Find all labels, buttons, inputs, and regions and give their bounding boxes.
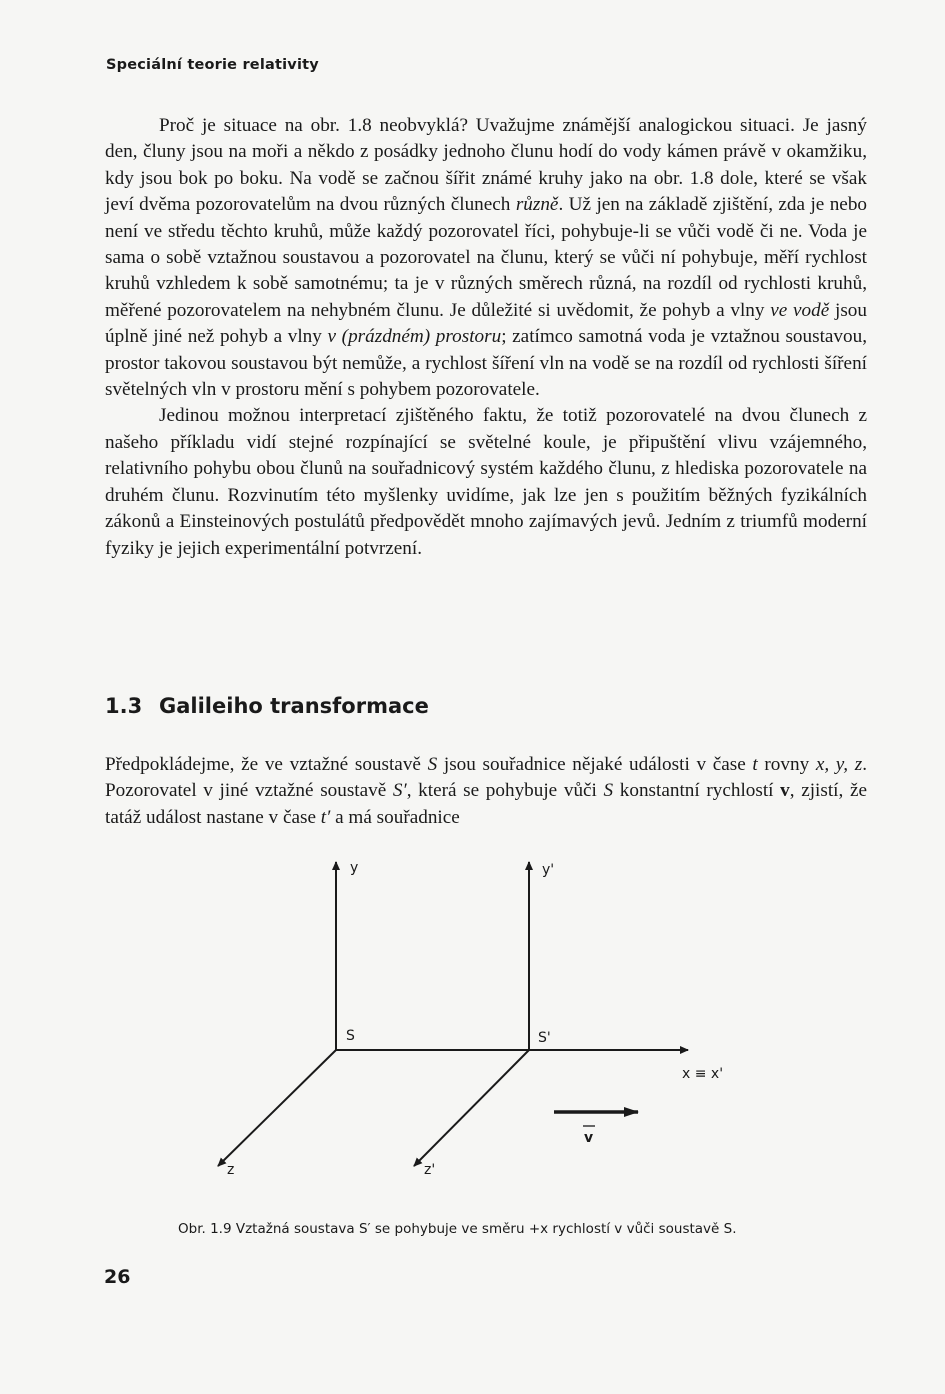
text-run: S (603, 780, 614, 802)
text-run: v (780, 780, 790, 802)
section-2-text (105, 752, 867, 831)
text-run: ; zatímco samotná voda je vztažnou soustavou, prostor takovou soustavou být nemůže, a rychlost šíření vln na vodě se na rozdíl od rychlosti šíření světelných vln v prostoru mění s pohybem pozorovatele. (105, 326, 868, 401)
text-run: Proč je situace na obr. 1.8 neobvyklá? Uvažujme známější analogickou situaci. Je jasný den, čluny jsou na moři a někdo z posádky jednoho člunu hodí do vody kámen právě v okamžiku, kdy jsou bok po boku. Na vodě se začnou šířit známé kruhy jako na obr. 1.8 dole, které se však jeví dvěma pozorovatelům na dvou různých člunech (105, 115, 867, 216)
text-run: , zjistí, že tatáž událost nastane v čase (105, 780, 867, 828)
text-run: . Pozorovatel v jiné vztažné soustavě (105, 754, 867, 802)
text-run: rovny (757, 754, 816, 775)
text-run: a má souřadnice (330, 806, 460, 828)
text-run: , která se pohybuje vůči (406, 780, 604, 802)
text-run: v (prázdném) prostoru (327, 326, 502, 348)
text-run: . Už jen na základě zjištění, zda je nebo není ve středu těchto kruhů, může každý pozorovatel říci, pohybuje-li se vůči vodě či ne. Voda je sama o sobě vztažnou soustavou a pozorovatel na člunu, který se vůči ní pohybuje, měří rychlost kruhů vzhledem k sobě samotnému; ta je v různých směrech různá, na rozdíl od rychlosti kruhů, měřené pozorovatelem na nehybném člunu. Je důležité si uvědomit, že pohyb a vlny (105, 194, 868, 321)
paragraph-galilean (105, 752, 867, 831)
page-number: 26 (104, 1266, 131, 1288)
text-run: Předpokládejme, že ve vztažné soustavě (105, 754, 428, 775)
text-run: jsou souřadnice nějaké události v čase (437, 754, 753, 775)
paragraph-boats (105, 113, 867, 403)
label-s: S (346, 1028, 355, 1044)
section-title: Galileiho transformace (159, 694, 429, 718)
s-prime-z-axis (414, 1050, 529, 1166)
s-z-axis (218, 1050, 336, 1166)
text-run: S′ (392, 780, 407, 802)
text-run: jsou úplně jiné než pohyb a vlny (105, 299, 867, 348)
figure-caption: Obr. 1.9 Vztažná soustava S′ se pohybuje ve směru +x rychlostí v vůči soustavě S. (178, 1221, 737, 1237)
text-run: x, y, z (815, 754, 863, 775)
section-1-text (105, 113, 867, 562)
label-z: z (227, 1162, 235, 1178)
section-number: 1.3 (105, 694, 143, 718)
label-y-prime: y' (542, 862, 555, 878)
label-x-axis: x ≡ x' (682, 1066, 724, 1082)
figure-reference-frames (200, 848, 760, 1188)
text-run: t′ (320, 806, 331, 828)
text-run: různě (515, 194, 559, 216)
text-run: S (427, 754, 438, 775)
paragraph-interpretation: Jedinou možnou interpretací zjištěného faktu, že totiž pozorovatelé na dvou člunech z našeho příkladu vidí stejné rozpínající se světelné koule, je připuštění vlivu vzájemného, relativního pohybu obou člunů na souřadnicový systém každého člunu, z hlediska pozorovatele na druhém člunu. Rozvinutím této myšlenky uvidíme, jak lze jen s použitím běžných fyzikálních zákonů a Einsteinových postulátů předpovědět mnoho zajímavých jevů. Jedním z triumfů moderní fyziky je jejich experimentální potvrzení. (105, 405, 867, 559)
figure-diagram (200, 848, 760, 1188)
label-z-prime: z' (424, 1162, 436, 1178)
section-heading (105, 694, 429, 718)
text-run: t (752, 754, 758, 775)
label-s-prime: S' (538, 1030, 551, 1046)
label-y: y (350, 860, 359, 876)
running-head: Speciální teorie relativity (106, 57, 319, 73)
text-run: ve vodě (770, 299, 830, 321)
text-run: konstantní rychlostí (613, 780, 781, 802)
label-v: v (584, 1130, 594, 1146)
